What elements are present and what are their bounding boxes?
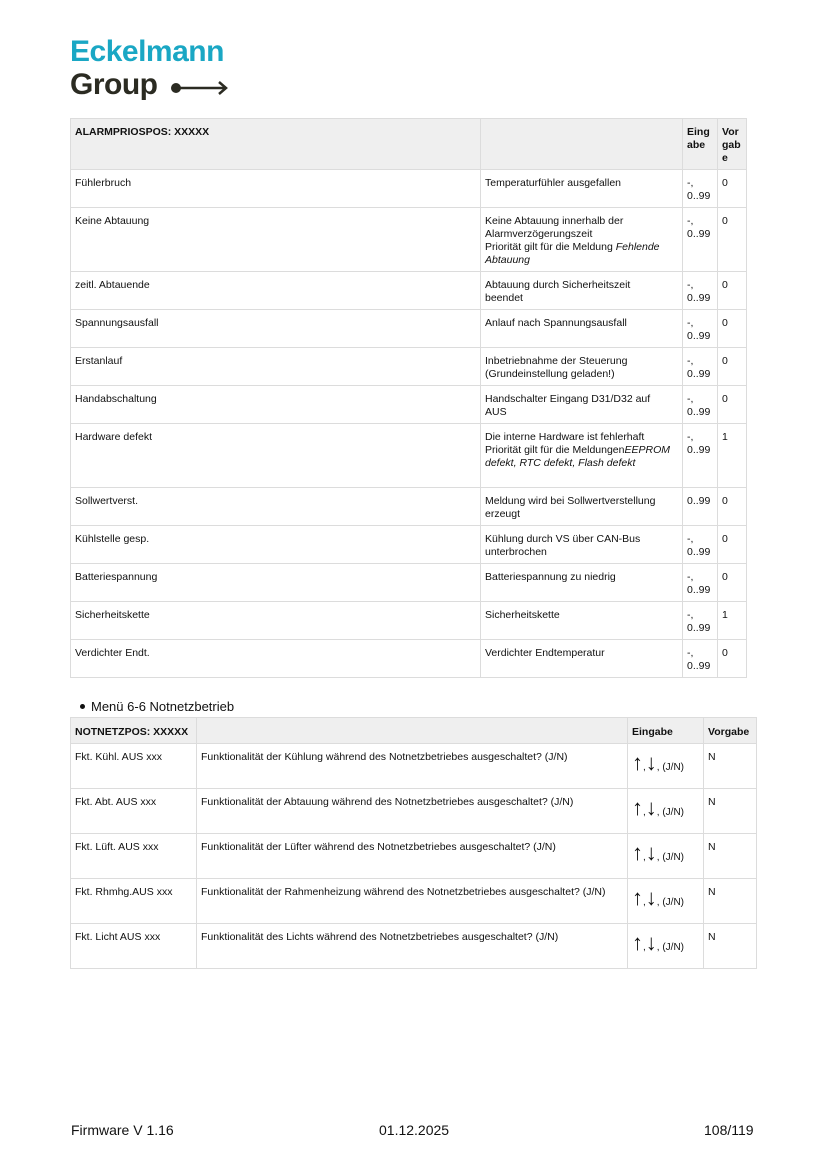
brand-logo [70, 36, 240, 106]
arrow-up-icon: ↑ [632, 840, 643, 865]
arrow-down-icon: ↓ [645, 840, 657, 865]
arrow-up-icon: ↑ [632, 885, 643, 910]
alarm-input-range: -, 0..99 [683, 208, 718, 272]
function-name: Fkt. Rhmhg.AUS xxx [71, 879, 197, 924]
alarm-default: 0 [718, 640, 747, 678]
table-row [71, 526, 747, 564]
arrow-up-icon: ↑ [632, 930, 643, 955]
input-keys [628, 879, 704, 924]
description-line: Kühlung durch VS über CAN-Bus [485, 533, 641, 545]
alarm-input-range: -, 0..99 [683, 424, 718, 488]
description-line: Priorität gilt für die Meldungen [485, 444, 625, 456]
table-row [71, 834, 757, 879]
alarm-default: 0 [718, 386, 747, 424]
arrow-down-icon: ↓ [645, 795, 657, 820]
table-row [71, 424, 747, 488]
arrow-keys [632, 841, 699, 865]
alarm-default: 0 [718, 348, 747, 386]
description-line: Sicherheitskette [485, 609, 560, 621]
brand-name-line1: Eckelmann [70, 35, 224, 68]
alarm-name: Erstanlauf [71, 348, 481, 386]
alarm-input-range: -, 0..99 [683, 526, 718, 564]
arrow-down-icon: ↓ [645, 750, 657, 775]
function-name: Fkt. Lüft. AUS xxx [71, 834, 197, 879]
table-row [71, 488, 747, 526]
function-description: Funktionalität des Lichts während des Notnetzbetriebes ausgeschaltet? (J/N) [197, 924, 628, 969]
input-suffix: , (J/N) [656, 762, 684, 773]
section-title: Menü 6-6 Notnetzbetrieb [91, 699, 235, 714]
default-header: Vor gab e [718, 119, 747, 170]
alarm-input-range: -, 0..99 [683, 170, 718, 208]
input-suffix: , (J/N) [656, 852, 684, 863]
input-keys [628, 924, 704, 969]
alarm-input-range: -, 0..99 [683, 348, 718, 386]
table-header-row [71, 718, 757, 744]
table-header-row [71, 119, 747, 170]
alarm-name: Verdichter Endt. [71, 640, 481, 678]
footer-firmware: Firmware V 1.16 [71, 1122, 174, 1138]
table-row [71, 744, 757, 789]
alarm-name: Handabschaltung [71, 386, 481, 424]
alarm-description [481, 640, 683, 678]
input-keys [628, 789, 704, 834]
alarm-name: Batteriespannung [71, 564, 481, 602]
function-default: N [704, 924, 757, 969]
input-keys [628, 834, 704, 879]
alarm-default: 0 [718, 564, 747, 602]
alarm-default: 0 [718, 526, 747, 564]
arrow-up-icon: ↑ [632, 795, 643, 820]
input-keys [628, 744, 704, 789]
description-line: erzeugt [485, 508, 521, 520]
description-line: (Grundeinstellung geladen!) [485, 368, 615, 380]
alarm-default: 1 [718, 424, 747, 488]
default-header: Vorgabe [704, 718, 757, 744]
alarm-name: Fühlerbruch [71, 170, 481, 208]
table-row [71, 924, 757, 969]
description-italic: Fehlende Abtauung [485, 241, 660, 266]
table-row [71, 879, 757, 924]
function-default: N [704, 834, 757, 879]
description-header [481, 119, 683, 170]
alarm-default: 1 [718, 602, 747, 640]
input-suffix: , (J/N) [656, 942, 684, 953]
function-name: Fkt. Abt. AUS xxx [71, 789, 197, 834]
description-line: Temperaturfühler ausgefallen [485, 177, 621, 189]
alarm-description [481, 348, 683, 386]
alarm-input-range: -, 0..99 [683, 640, 718, 678]
alarm-default: 0 [718, 208, 747, 272]
alarm-description [481, 272, 683, 310]
table-row [71, 640, 747, 678]
table-row [71, 602, 747, 640]
separator: , [643, 762, 646, 773]
alarm-description [481, 526, 683, 564]
alarm-name: Sicherheitskette [71, 602, 481, 640]
alarm-description [481, 208, 683, 272]
function-description: Funktionalität der Lüfter während des Notnetzbetriebes ausgeschaltet? (J/N) [197, 834, 628, 879]
alarm-input-range: -, 0..99 [683, 310, 718, 348]
input-header: Eing abe [683, 119, 718, 170]
table-row [71, 564, 747, 602]
description-line: AUS [485, 406, 507, 418]
table-row [71, 789, 757, 834]
alarm-default: 0 [718, 310, 747, 348]
arrow-keys [632, 796, 699, 820]
separator: , [643, 852, 646, 863]
description-line: Meldung wird bei Sollwertverstellung [485, 495, 656, 507]
alarm-name: Keine Abtauung [71, 208, 481, 272]
alarm-default: 0 [718, 272, 747, 310]
alarm-default: 0 [718, 488, 747, 526]
table-row [71, 386, 747, 424]
alarm-description [481, 170, 683, 208]
input-suffix: , (J/N) [656, 807, 684, 818]
alarm-pos-header: ALARMPRIOSPOS: XXXXX [71, 119, 481, 170]
separator: , [643, 897, 646, 908]
alarm-name: zeitl. Abtauende [71, 272, 481, 310]
alarm-name: Sollwertverst. [71, 488, 481, 526]
description-line: Handschalter Eingang D31/D32 auf [485, 393, 651, 405]
description-line: Alarmverzögerungszeit [485, 228, 593, 240]
arrow-keys [632, 931, 699, 955]
function-default: N [704, 879, 757, 924]
table-row [71, 170, 747, 208]
alarm-name: Kühlstelle gesp. [71, 526, 481, 564]
bullet-dot-icon [80, 704, 85, 709]
footer-date: 01.12.2025 [379, 1122, 450, 1138]
function-name: Fkt. Licht AUS xxx [71, 924, 197, 969]
function-description: Funktionalität der Kühlung während des Notnetzbetriebes ausgeschaltet? (J/N) [197, 744, 628, 789]
alarm-description [481, 424, 683, 488]
alarm-input-range: -, 0..99 [683, 272, 718, 310]
table-row [71, 348, 747, 386]
emergency-power-table [70, 717, 757, 969]
function-default: N [704, 744, 757, 789]
description-line: Anlauf nach Spannungsausfall [485, 317, 627, 329]
alarm-default: 0 [718, 170, 747, 208]
description-italic: EEPROM defekt, RTC defekt, Flash defekt [485, 444, 671, 469]
arrow-up-icon: ↑ [632, 750, 643, 775]
section-bullet [80, 700, 234, 714]
table-row [71, 272, 747, 310]
brand-name-line2: Group [70, 68, 158, 101]
arrow-down-icon: ↓ [645, 930, 657, 955]
description-line: Keine Abtauung innerhalb der [485, 215, 624, 227]
separator: , [643, 942, 646, 953]
alarm-description [481, 386, 683, 424]
alarm-input-range: -, 0..99 [683, 386, 718, 424]
input-suffix: , (J/N) [656, 897, 684, 908]
table-row [71, 208, 747, 272]
separator: , [643, 807, 646, 818]
description-line: Verdichter Endtemperatur [485, 647, 605, 659]
description-header [197, 718, 628, 744]
function-name: Fkt. Kühl. AUS xxx [71, 744, 197, 789]
alarm-input-range: -, 0..99 [683, 602, 718, 640]
arrow-keys [632, 751, 699, 775]
description-line: Priorität gilt für die Meldung [485, 241, 616, 253]
alarm-input-range: 0..99 [683, 488, 718, 526]
footer-page-number: 108/119 [704, 1122, 754, 1138]
description-line: Batteriespannung zu niedrig [485, 571, 616, 583]
function-description: Funktionalität der Rahmenheizung während des Notnetzbetriebes ausgeschaltet? (J/N) [197, 879, 628, 924]
description-line: Inbetriebnahme der Steuerung [485, 355, 628, 367]
function-description: Funktionalität der Abtauung während des Notnetzbetriebes ausgeschaltet? (J/N) [197, 789, 628, 834]
description-line: unterbrochen [485, 546, 547, 558]
brand-arrow-icon [170, 80, 230, 96]
input-header: Eingabe [628, 718, 704, 744]
alarm-description [481, 310, 683, 348]
arrow-down-icon: ↓ [645, 885, 657, 910]
description-line: beendet [485, 292, 523, 304]
alarm-input-range: -, 0..99 [683, 564, 718, 602]
alarm-name: Spannungsausfall [71, 310, 481, 348]
description-line: Abtauung durch Sicherheitszeit [485, 279, 631, 291]
alarm-priority-table [70, 118, 747, 678]
alarm-name: Hardware defekt [71, 424, 481, 488]
alarm-description [481, 602, 683, 640]
alarm-description [481, 564, 683, 602]
arrow-keys [632, 886, 699, 910]
notnetz-pos-header: NOTNETZPOS: XXXXX [71, 718, 197, 744]
table-row [71, 310, 747, 348]
description-line: Die interne Hardware ist fehlerhaft [485, 431, 645, 443]
function-default: N [704, 789, 757, 834]
alarm-description [481, 488, 683, 526]
